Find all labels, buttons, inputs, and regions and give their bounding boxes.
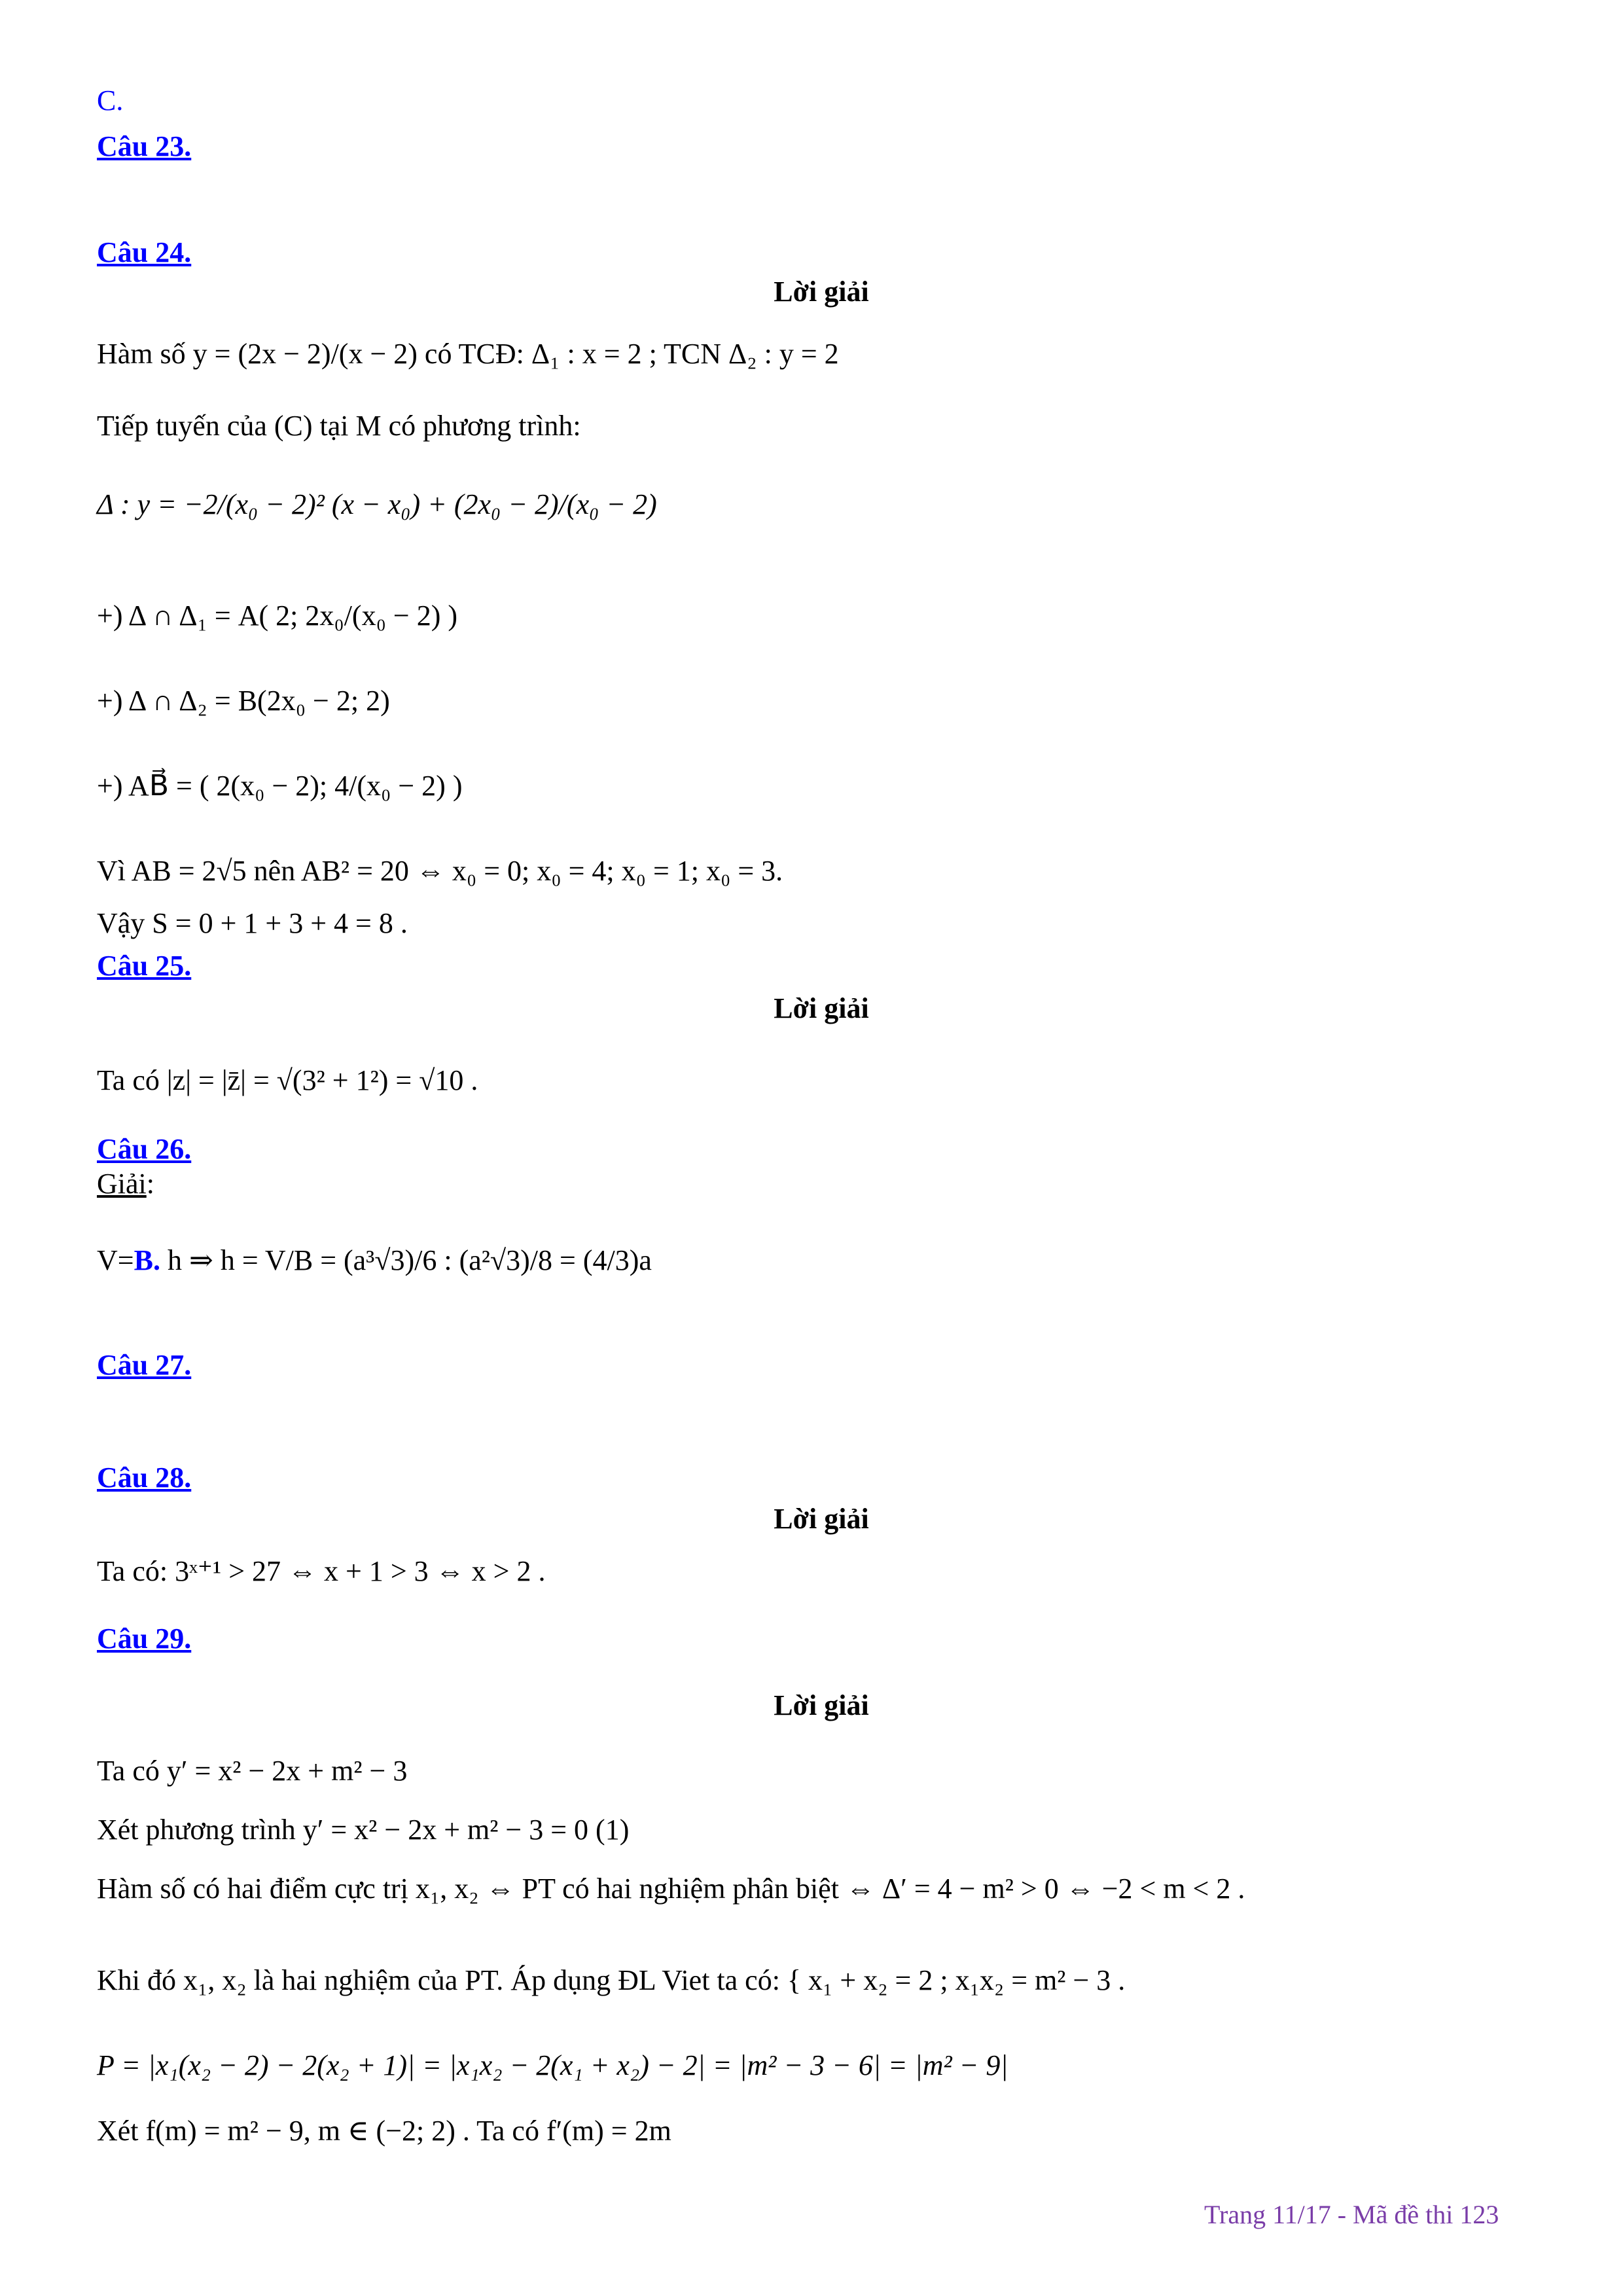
question-28-heading: Câu 28. <box>97 1462 192 1494</box>
q29-line-1: Ta có y′ = x² − 2x + m² − 3 <box>97 1755 408 1787</box>
question-27-heading: Câu 27. <box>97 1349 192 1381</box>
question-26-heading: Câu 26. <box>97 1133 192 1165</box>
q24-line-5: +) Δ ∩ Δ₂ = B(2x₀ − 2; 2) <box>97 685 390 717</box>
solution-heading: Lời giải <box>774 992 869 1024</box>
q29-line-3: Hàm số có hai điểm cực trị x₁, x₂ ⇔ PT có hai nghiệm phân biệt ⇔ Δ′ = 4 − m² > 0 ⇔ −2 < m < 2 . <box>97 1873 1245 1905</box>
top-answer: C. <box>97 84 124 117</box>
question-23-heading: Câu 23. <box>97 130 192 162</box>
q24-line-1: Hàm số y = (2x − 2)/(x − 2) có TCĐ: Δ₁ : x = 2 ; TCN Δ₂ : y = 2 <box>97 338 839 370</box>
q25-line-1: Ta có |z| = |z̄| = √(3² + 1²) = √10 . <box>97 1064 478 1096</box>
q29-line-6: Xét f(m) = m² − 9, m ∈ (−2; 2) . Ta có f′(m) = 2m <box>97 2115 671 2147</box>
q26-option-b: B. <box>134 1244 160 1276</box>
q24-line-3: Δ : y = −2/(x₀ − 2)² (x − x₀) + (2x₀ − 2)/(x₀ − 2) <box>97 488 657 520</box>
q24-line-6: +) AB⃗ = ( 2(x₀ − 2); 4/(x₀ − 2) ) <box>97 770 463 802</box>
q29-line-4: Khi đó x₁, x₂ là hai nghiệm của PT. Áp dụng ĐL Viet ta có: { x₁ + x₂ = 2 ; x₁x₂ = m² − 3 . <box>97 1964 1126 1996</box>
q24-line-4: +) Δ ∩ Δ₁ = A( 2; 2x₀/(x₀ − 2) ) <box>97 600 458 632</box>
q28-line-1: Ta có: 3ˣ⁺¹ > 27 ⇔ x + 1 > 3 ⇔ x > 2 . <box>97 1555 546 1587</box>
question-25-heading: Câu 25. <box>97 950 192 982</box>
q26-v-label: V= <box>97 1244 134 1276</box>
question-24-heading: Câu 24. <box>97 236 192 268</box>
q24-line-8: Vậy S = 0 + 1 + 3 + 4 = 8 . <box>97 907 408 939</box>
q24-line-7: Vì AB = 2√5 nên AB² = 20 ⇔ x₀ = 0; x₀ = 4; x₀ = 1; x₀ = 3. <box>97 855 783 887</box>
q29-line-5: P = |x₁(x₂ − 2) − 2(x₂ + 1)| = |x₁x₂ − 2(x₁ + x₂) − 2| = |m² − 3 − 6| = |m² − 9| <box>97 2049 1008 2081</box>
solution-heading: Lời giải <box>774 1689 869 1721</box>
q26-giai <box>97 1167 154 1202</box>
question-29-heading: Câu 29. <box>97 1623 192 1655</box>
page-footer: Trang 11/17 - Mã đề thi 123 <box>1204 2200 1499 2229</box>
q29-line-2: Xét phương trình y′ = x² − 2x + m² − 3 = 0 (1) <box>97 1814 630 1846</box>
q26-line-1 <box>97 1244 652 1278</box>
giai-colon: : <box>146 1168 154 1200</box>
q26-formula: h ⇒ h = V/B = (a³√3)/6 : (a²√3)/8 = (4/3)a <box>160 1244 652 1276</box>
solution-heading: Lời giải <box>774 276 869 308</box>
giai-label: Giải <box>97 1168 147 1200</box>
solution-heading: Lời giải <box>774 1503 869 1535</box>
q24-line-2: Tiếp tuyến của (C) tại M có phương trình: <box>97 410 581 442</box>
